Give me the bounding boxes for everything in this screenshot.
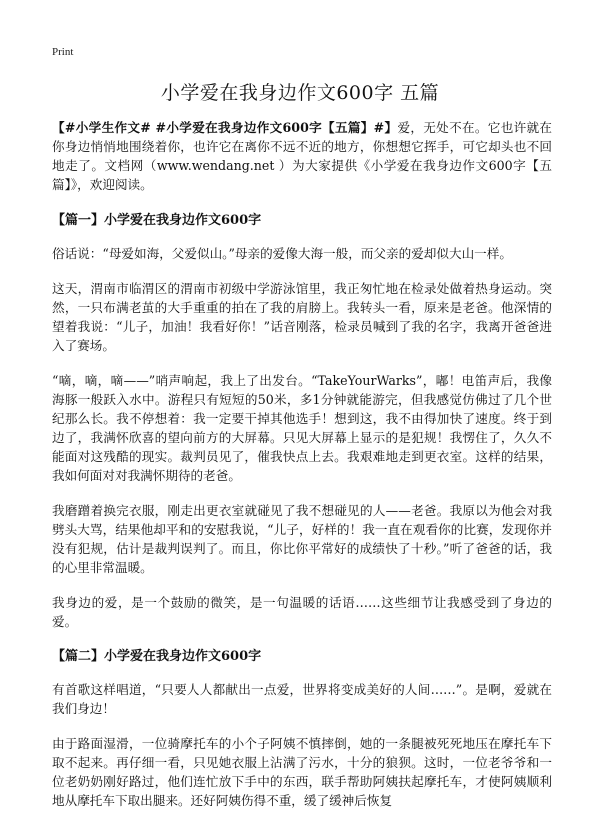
section-heading-2: 【篇二】小学爱在我身边作文600字	[52, 649, 262, 664]
paragraph: 我身边的爱，是一个鼓励的微笑，是一句温暖的话语……这些细节让我感受到了身边的爱。	[52, 595, 552, 629]
intro-paragraph	[52, 118, 552, 194]
paragraph: 这天，渭南市临渭区的渭南市初级中学游泳馆里，我正匆忙地在检录处做着热身运动。突然，一只布满老茧的大手重重的拍在了我的肩膀上。我转头一看，原来是老爸。他深情的望着我说：“儿子，加油！我看好你！”话音刚落，检录员喊到了我的名字，我离开爸爸进入了赛场。	[52, 281, 552, 353]
paragraph: “嘀，嘀，嘀——”哨声响起，我上了出发台。“TakeYourWarks”，嘟！电笛声后，我像海豚一般跃入水中。游程只有短短的50米，多1分钟就能游完，但我感觉仿佛过了几个世纪那么长。我不停想着：我一定要干掉其他选手！想到这，我不由得加快了速度。终于到边了，我满怀欣喜的望向前方的大屏幕。只见大屏幕上显示的是犯规！我愣住了，久久不能面对这残酷的现实。裁判员见了，催我快点上去。我艰难地走到更衣室。这样的结果，我如何面对对我满怀期待的老爸。	[52, 373, 552, 483]
paragraph: 我磨蹭着换完衣服，刚走出更衣室就碰见了我不想碰见的人——老爸。我原以为他会对我劈头大骂，结果他却平和的安慰我说，“儿子，好样的！我一直在观看你的比赛，发现你并没有犯规，估计是裁判误判了。而且，你比你平常好的成绩快了十秒。”听了爸爸的话，我的心里非常温暖。	[52, 503, 552, 575]
paragraph: 有首歌这样唱道，“只要人人都献出一点爱，世界将变成美好的人间……”。是啊，爱就在我们身边！	[52, 682, 552, 716]
article-body	[52, 118, 552, 826]
page-title: 小学爱在我身边作文600字 五篇	[160, 82, 440, 104]
section-heading-1: 【篇一】小学爱在我身边作文600字	[52, 213, 262, 228]
intro-text: 爱，无处不在。它也许就在你身边悄悄地围绕着你，也许它在离你不远不近的地方，你想想它挥手，可它却头也不回地走了。文档网（www.wendang.net ）为大家提供《小学爱在我身边作文600字【五篇】》，欢迎阅读。	[52, 120, 553, 192]
paragraph: 俗话说：“母爱如海，父爱似山。”母亲的爱像大海一般，而父亲的爱却似大山一样。	[52, 246, 512, 261]
print-link[interactable]: Print	[52, 46, 74, 58]
paragraph: 由于路面湿滑，一位骑摩托车的小个子阿姨不慎摔倒，她的一条腿被死死地压在摩托车下取不起来。再仔细一看，只见她衣服上沾满了污水，十分的狼狈。这时，一位老爷爷和一位老奶奶刚好路过，他们连忙放下手中的东西，联手帮助阿姨扶起摩托车，才使阿姨顺利地从摩托车下取出腿来。还好阿姨伤得不重，缓了缓神后恢复	[52, 736, 552, 808]
intro-tag: 【#小学生作文# #小学爱在我身边作文600字【五篇】#】	[52, 120, 398, 135]
